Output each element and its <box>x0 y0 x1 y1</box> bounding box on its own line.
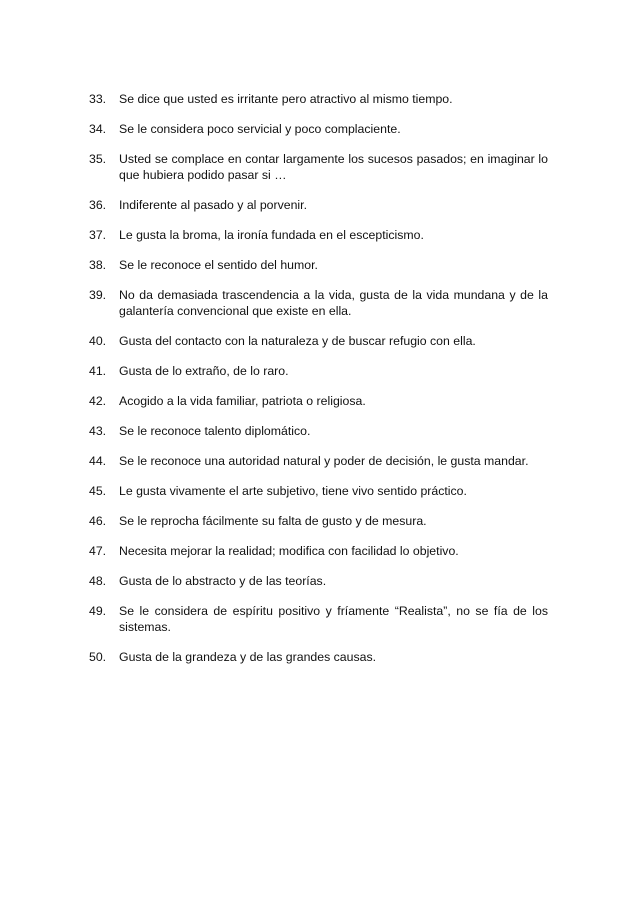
list-item <box>89 333 548 349</box>
list-item <box>89 197 548 213</box>
item-text: Gusta de lo abstracto y de las teorías. <box>119 574 327 588</box>
item-text: Gusta de la grandeza y de las grandes causas. <box>119 650 377 664</box>
item-number: 47. <box>89 544 107 558</box>
list-item <box>89 453 548 469</box>
item-number: 38. <box>89 258 107 272</box>
statement-list <box>89 91 548 679</box>
list-item <box>89 227 548 243</box>
item-number: 44. <box>89 454 107 468</box>
list-item <box>89 393 548 409</box>
list-item <box>89 423 548 439</box>
list-item <box>89 363 548 379</box>
item-number: 42. <box>89 394 107 408</box>
list-item <box>89 603 548 635</box>
item-text: Se dice que usted es irritante pero atractivo al mismo tiempo. <box>119 92 453 106</box>
list-item <box>89 257 548 273</box>
item-text: Gusta de lo extraño, de lo raro. <box>119 364 289 378</box>
list-item <box>89 151 548 183</box>
item-text: Se le considera poco servicial y poco complaciente. <box>119 122 401 136</box>
list-item <box>89 91 548 107</box>
item-text: Gusta del contacto con la naturaleza y de buscar refugio con ella. <box>119 334 476 348</box>
list-item <box>89 513 548 529</box>
item-text: Le gusta vivamente el arte subjetivo, tiene vivo sentido práctico. <box>119 484 467 498</box>
list-item <box>89 573 548 589</box>
item-text: Le gusta la broma, la ironía fundada en el escepticismo. <box>119 228 424 242</box>
list-item <box>89 543 548 559</box>
item-text: Se le considera de espíritu positivo y fríamente “Realista”, no se fía de los sistemas. <box>119 604 548 634</box>
item-text: Se le reprocha fácilmente su falta de gusto y de mesura. <box>119 514 427 528</box>
item-number: 33. <box>89 92 107 106</box>
item-text: Usted se complace en contar largamente los sucesos pasados; en imaginar lo que hubiera podido pasar si … <box>119 152 548 182</box>
item-number: 48. <box>89 574 107 588</box>
item-number: 40. <box>89 334 107 348</box>
item-text: Se le reconoce el sentido del humor. <box>119 258 318 272</box>
list-item <box>89 649 548 665</box>
item-text: Se le reconoce una autoridad natural y poder de decisión, le gusta mandar. <box>119 454 529 468</box>
item-number: 50. <box>89 650 107 664</box>
list-item <box>89 483 548 499</box>
item-number: 46. <box>89 514 107 528</box>
item-text: Se le reconoce talento diplomático. <box>119 424 311 438</box>
item-number: 37. <box>89 228 107 242</box>
item-number: 49. <box>89 604 107 618</box>
item-text: Indiferente al pasado y al porvenir. <box>119 198 307 212</box>
item-text: Necesita mejorar la realidad; modifica con facilidad lo objetivo. <box>119 544 459 558</box>
item-number: 45. <box>89 484 107 498</box>
item-text: No da demasiada trascendencia a la vida, gusta de la vida mundana y de la galantería convencional que existe en ella. <box>119 288 548 318</box>
list-item <box>89 287 548 319</box>
item-text: Acogido a la vida familiar, patriota o religiosa. <box>119 394 366 408</box>
item-number: 41. <box>89 364 107 378</box>
item-number: 34. <box>89 122 107 136</box>
item-number: 39. <box>89 288 107 302</box>
item-number: 36. <box>89 198 107 212</box>
list-item <box>89 121 548 137</box>
item-number: 35. <box>89 152 107 166</box>
item-number: 43. <box>89 424 107 438</box>
